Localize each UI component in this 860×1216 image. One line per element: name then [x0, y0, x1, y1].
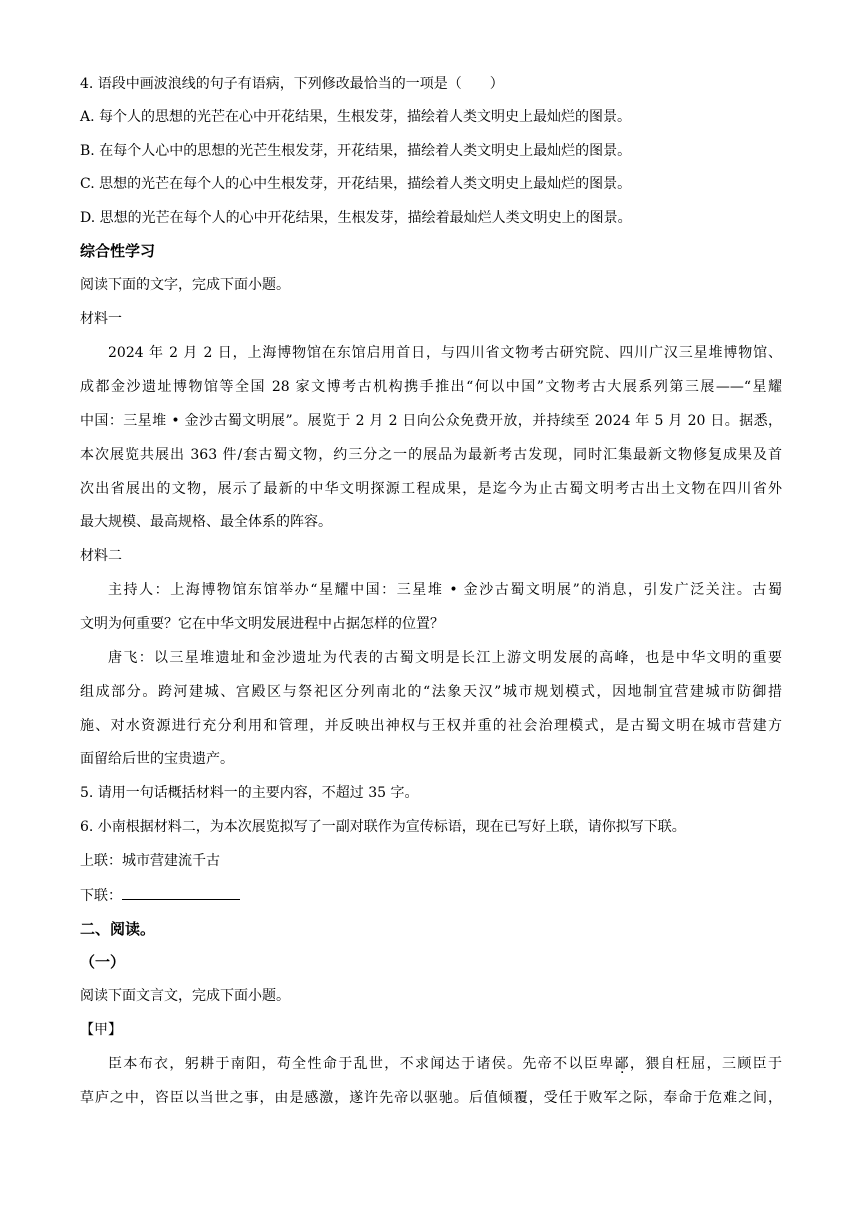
answer-blank[interactable] — [122, 885, 240, 900]
classical-text-line — [80, 1054, 782, 1074]
classical-text-segment: ，猥自枉屈，三顾臣于 — [629, 1056, 783, 1072]
question-4-option-d: D. 思想的光芒在每个人的心中开花结果，生根发芽，描绘着最灿烂人类文明史上的图景。 — [80, 210, 632, 226]
couplet-upper: 上联：城市营建流千古 — [80, 853, 220, 869]
material-2-tang-line: 组成部分。跨河建城、宫殿区与祭祀区分列南北的“法象天汉”城市规划模式，因地制宜营建城市防御措 — [80, 684, 782, 700]
material-2-tang-line: 唐飞：以三星堆遗址和金沙遗址为代表的古蜀文明是长江上游文明发展的高峰，也是中华文明的重要 — [108, 650, 782, 666]
instruction-text: 阅读下面的文字，完成下面小题。 — [80, 277, 290, 293]
question-4-option-b: B. 在每个人心中的思想的光芒生根发芽，开花结果，描绘着人类文明史上最灿烂的图景。 — [80, 143, 632, 159]
couplet-lower-label: 下联： — [80, 888, 122, 904]
classical-text-segment: 臣本布衣，躬耕于南阳，苟全性命于乱世，不求闻达于诸侯。先帝不以臣卑 — [108, 1056, 615, 1072]
instruction-text-classical: 阅读下面文言文，完成下面小题。 — [80, 988, 290, 1004]
question-6: 6. 小南根据材料二，为本次展览拟写了一副对联作为宣传标语，现在已写好上联，请你拟写下联。 — [80, 819, 686, 835]
emphasized-character: 鄙 — [614, 1056, 630, 1072]
subsection-heading-one: （一） — [80, 953, 126, 971]
classical-text-line: 草庐之中，咨臣以当世之事，由是感激，遂许先帝以驱驰。后值倾覆，受任于败军之际，奉命于危难之间， — [80, 1090, 782, 1106]
material-2-tang-line: 面留给后世的宝贵遗产。 — [80, 751, 234, 767]
material-1-line: 中国：三星堆 • 金沙古蜀文明展”。展览于 2 月 2 日向公众免费开放，并持续至 2024 年 5 月 20 日。据悉， — [80, 413, 782, 429]
material-1-line: 次出省展出的文物，展示了最新的中华文明探源工程成果，是迄今为止古蜀文明考古出土文物在四川省外 — [80, 481, 782, 497]
material-2-host-line: 主持人：上海博物馆东馆举办“星耀中国：三星堆 • 金沙古蜀文明展”的消息，引发广泛关注。古蜀 — [108, 582, 782, 598]
couplet-lower — [80, 885, 240, 906]
material-1-title: 材料一 — [80, 311, 122, 327]
material-1-line: 最大规模、最高规格、最全体系的阵容。 — [80, 514, 332, 530]
section-heading-reading: 二、阅读。 — [80, 920, 156, 938]
question-5: 5. 请用一句话概括材料一的主要内容，不超过 35 字。 — [80, 785, 419, 801]
question-4-option-c: C. 思想的光芒在每个人的心中生根发芽，开花结果，描绘着人类文明史上最灿烂的图景。 — [80, 176, 632, 192]
material-2-tang-line: 施、对水资源进行充分利用和管理，并反映出神权与王权并重的社会治理模式，是古蜀文明在城市营建方 — [80, 718, 782, 734]
material-2-host-line: 文明为何重要？它在中华文明发展进程中占据怎样的位置？ — [80, 616, 444, 632]
question-4-option-a: A. 每个人的思想的光芒在心中开花结果，生根发芽，描绘着人类文明史上最灿烂的图景。 — [80, 109, 632, 125]
text-label-jia: 【甲】 — [80, 1022, 122, 1038]
material-1-line: 本次展览共展出 363 件/套古蜀文物，约三分之一的展品为最新考古发现，同时汇集最新文物修复成果及首 — [80, 447, 782, 463]
material-1-line: 2024 年 2 月 2 日，上海博物馆在东馆启用首日，与四川省文物考古研究院、四川广汉三星堆博物馆、 — [108, 345, 782, 361]
material-1-line: 成都金沙遗址博物馆等全国 28 家文博考古机构携手推出“何以中国”文物考古大展系列第三展——“星耀 — [80, 379, 782, 395]
section-heading-comprehensive: 综合性学习 — [80, 242, 156, 260]
material-2-title: 材料二 — [80, 548, 122, 564]
question-4-stem: 4. 语段中画波浪线的句子有语病，下列修改最恰当的一项是（ ） — [80, 76, 504, 92]
